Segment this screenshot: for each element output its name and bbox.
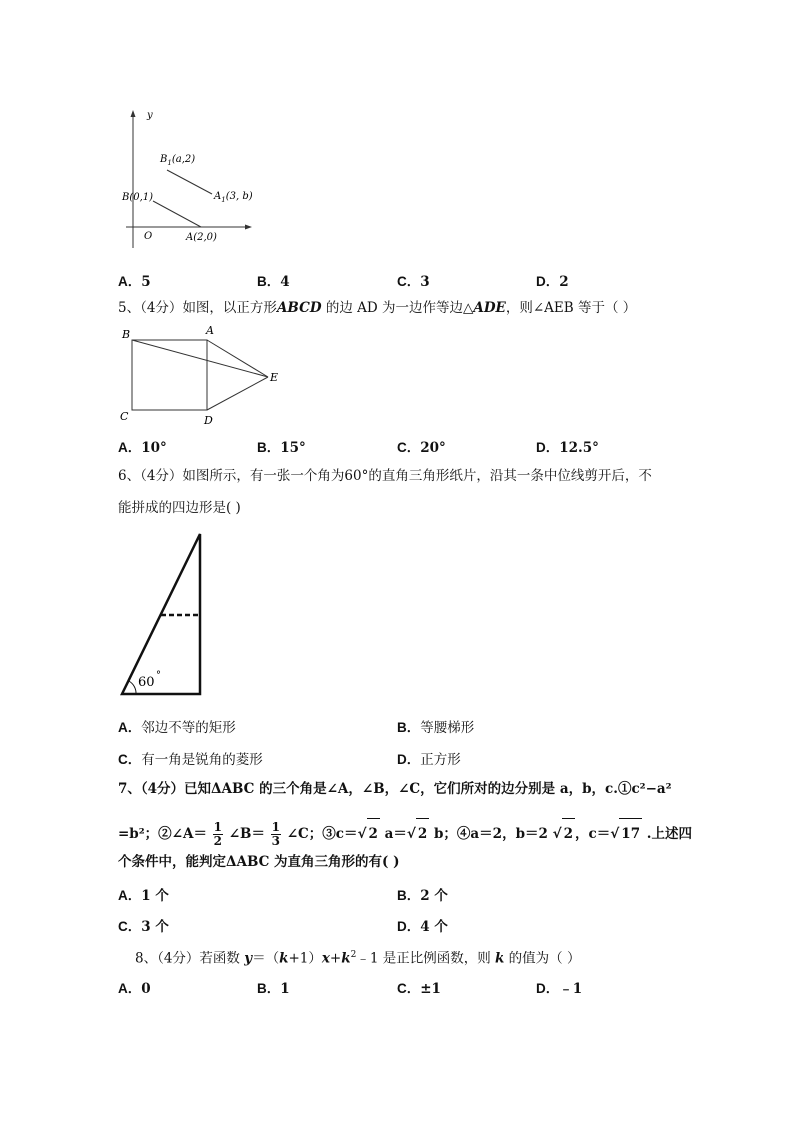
b1-label: $B_1(a,2)$ xyxy=(160,154,196,167)
q5-option-b[interactable]: B．15° xyxy=(257,440,306,456)
q5-option-a[interactable]: A．10° xyxy=(118,440,167,456)
q4-option-c[interactable]: C．3 xyxy=(397,274,430,290)
segment-ab xyxy=(153,201,201,227)
y-axis-label: y xyxy=(147,110,153,121)
x-axis-arrow xyxy=(245,225,252,230)
origin-label: O xyxy=(144,231,153,242)
angle-degree: ° xyxy=(156,670,161,681)
label-e: E xyxy=(270,371,279,384)
q8-option-a[interactable]: A．0 xyxy=(118,981,151,997)
fraction-one-third: $\frac{1}{3}$ xyxy=(271,820,281,848)
a1-label: $A_1(3$, b) xyxy=(214,191,253,204)
fraction-one-half: $\frac{1}{2}$ xyxy=(213,820,223,848)
q4-option-b[interactable]: B．4 xyxy=(257,274,290,290)
q7-option-a[interactable]: A．1 个 xyxy=(118,888,169,904)
label-c: C xyxy=(120,410,129,423)
label-d: D xyxy=(204,414,213,427)
segment-ae xyxy=(207,340,268,377)
segment-be xyxy=(132,340,268,377)
q7-text-line1: 7、（4分）已知ΔABC 的三个角是∠A，∠B，∠C，它们所对的边分别是 a，b，c.①c²−a² xyxy=(118,781,672,797)
q7-text-line2: =b²；②∠A＝ $\frac{1}{2}$ ∠B＝ $\frac{1}{3}$ ∠C；③c＝√ 2 a＝√ 2 b；④a＝2，b＝2 √ 2 ，c＝√ 17 .上述四 xyxy=(118,820,692,848)
q7-text-line3: 个条件中，能判定ΔABC 为直角三角形的有( ) xyxy=(118,854,400,870)
q8-option-b[interactable]: B．1 xyxy=(257,981,290,997)
angle-arc xyxy=(129,681,136,694)
q5-text: 5、（4分）如图，以正方形ABCD 的边 AD 为一边作等边△ADE，则∠AEB 等于（ ） xyxy=(118,300,637,316)
segment-a1b1 xyxy=(167,170,212,194)
q4-option-a[interactable]: A．5 xyxy=(118,274,151,290)
square-triangle-figure xyxy=(116,322,296,430)
angle-label: 60 xyxy=(138,675,155,690)
q7-option-d[interactable]: D．4 个 xyxy=(397,919,448,935)
q7-option-b[interactable]: B．2 个 xyxy=(397,888,448,904)
q5-option-d[interactable]: D．12.5° xyxy=(536,440,599,456)
q8-option-c[interactable]: C．±1 xyxy=(397,981,441,997)
q6-text-line1: 6、（4分）如图所示，有一张一个角为60°的直角三角形纸片，沿其一条中位线剪开后，不 xyxy=(118,468,652,484)
q6-option-b[interactable]: B．等腰梯形 xyxy=(397,720,475,736)
segment-de xyxy=(207,377,268,410)
a-label: A(2,0) xyxy=(186,232,217,243)
q5-option-c[interactable]: C．20° xyxy=(397,440,446,456)
q6-text-line2: 能拼成的四边形是( ) xyxy=(118,500,241,516)
right-triangle-figure xyxy=(116,528,216,700)
label-a: A xyxy=(206,324,214,337)
q6-option-c[interactable]: C．有一角是锐角的菱形 xyxy=(118,752,263,768)
q7-option-c[interactable]: C．3 个 xyxy=(118,919,169,935)
q4-option-d[interactable]: D．2 xyxy=(536,274,569,290)
coordinate-figure xyxy=(118,108,278,253)
q8-text: 8、（4分）若函数 $y=(k+1)x+k^2﹣1$ 是正比例函数，则 k 的值为（ ） xyxy=(135,950,581,967)
q8-option-d[interactable]: D．﹣1 xyxy=(536,981,583,997)
q6-option-d[interactable]: D．正方形 xyxy=(397,752,461,768)
y-axis-arrow xyxy=(131,110,136,117)
b-label: B(0,1) xyxy=(122,192,154,203)
label-b: B xyxy=(122,328,131,341)
q6-option-a[interactable]: A．邻边不等的矩形 xyxy=(118,720,236,736)
